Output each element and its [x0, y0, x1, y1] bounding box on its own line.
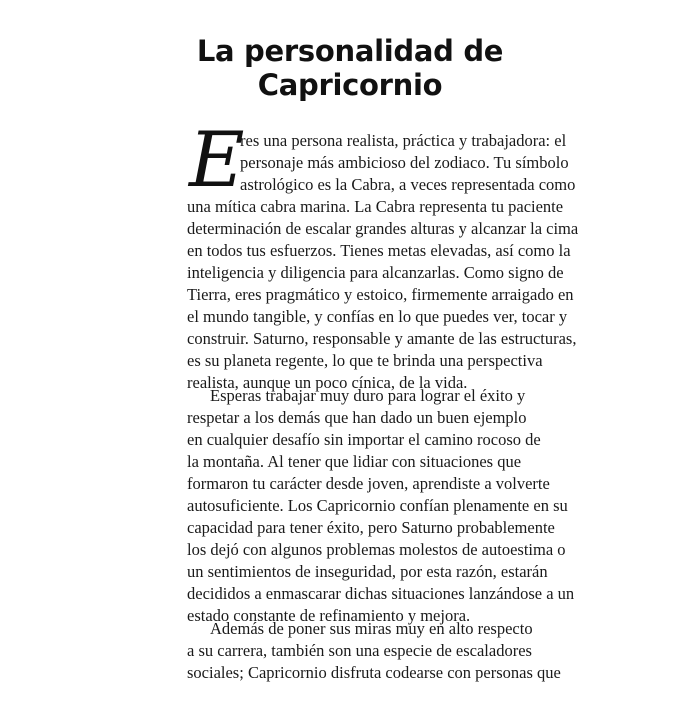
text-line: estado constante de refinamiento y mejora.	[187, 606, 471, 625]
text-line: astrológico es la Cabra, a veces representada como	[240, 175, 576, 194]
page-title-line-1: La personalidad de	[196, 34, 504, 68]
text-line: en todos tus esfuerzos. Tienes metas elevadas, así como la	[187, 241, 571, 260]
text-line: Tierra, eres pragmático y estoico, firmemente arraigado en	[187, 285, 574, 304]
text-line: a su carrera, también son una especie de escaladores	[187, 641, 532, 660]
text-line: el mundo tangible, y confías en lo que puedes ver, tocar y	[187, 307, 568, 326]
text-line: es su planeta regente, lo que te brinda una perspectiva	[187, 351, 543, 370]
text-line: realista, aunque un poco cínica, de la vida.	[187, 373, 468, 392]
text-line: autosuficiente. Los Capricornio confían plenamente en su	[187, 496, 568, 515]
text-line: formaron tu carácter desde joven, aprendiste a volverte	[187, 474, 550, 493]
text-line: capacidad para tener éxito, pero Saturno probablemente	[187, 518, 555, 537]
text-line: sociales; Capricornio disfruta codearse con personas que	[187, 663, 561, 682]
text-line: personaje más ambicioso del zodiaco. Tu símbolo	[240, 153, 569, 172]
text-line: respetar a los demás que han dado un buen ejemplo	[187, 408, 527, 427]
text-line: un sentimientos de inseguridad, por esta razón, estarán	[187, 562, 548, 581]
text-line: Además de poner sus miras muy en alto respecto	[210, 619, 533, 638]
text-line: decididos a enmascarar dichas situaciones lanzándose a un	[187, 584, 575, 603]
text-line: una mítica cabra marina. La Cabra representa tu paciente	[187, 197, 564, 216]
text-line: construir. Saturno, responsable y amante de las estructuras,	[187, 329, 577, 348]
text-line: determinación de escalar grandes alturas y alcanzar la cima	[187, 219, 579, 238]
text-line: Esperas trabajar muy duro para lograr el éxito y	[210, 386, 526, 405]
text-line: res una persona realista, práctica y trabajadora: el	[240, 131, 567, 150]
text-line: los dejó con algunos problemas molestos de autoestima o	[187, 540, 566, 559]
page-title-line-2: Capricornio	[257, 68, 443, 102]
drop-cap: E	[189, 115, 245, 204]
text-line: inteligencia y diligencia para alcanzarlas. Como signo de	[187, 263, 564, 282]
text-line: en cualquier desafío sin importar el camino rocoso de	[187, 430, 541, 449]
text-line: la montaña. Al tener que lidiar con situaciones que	[187, 452, 522, 471]
